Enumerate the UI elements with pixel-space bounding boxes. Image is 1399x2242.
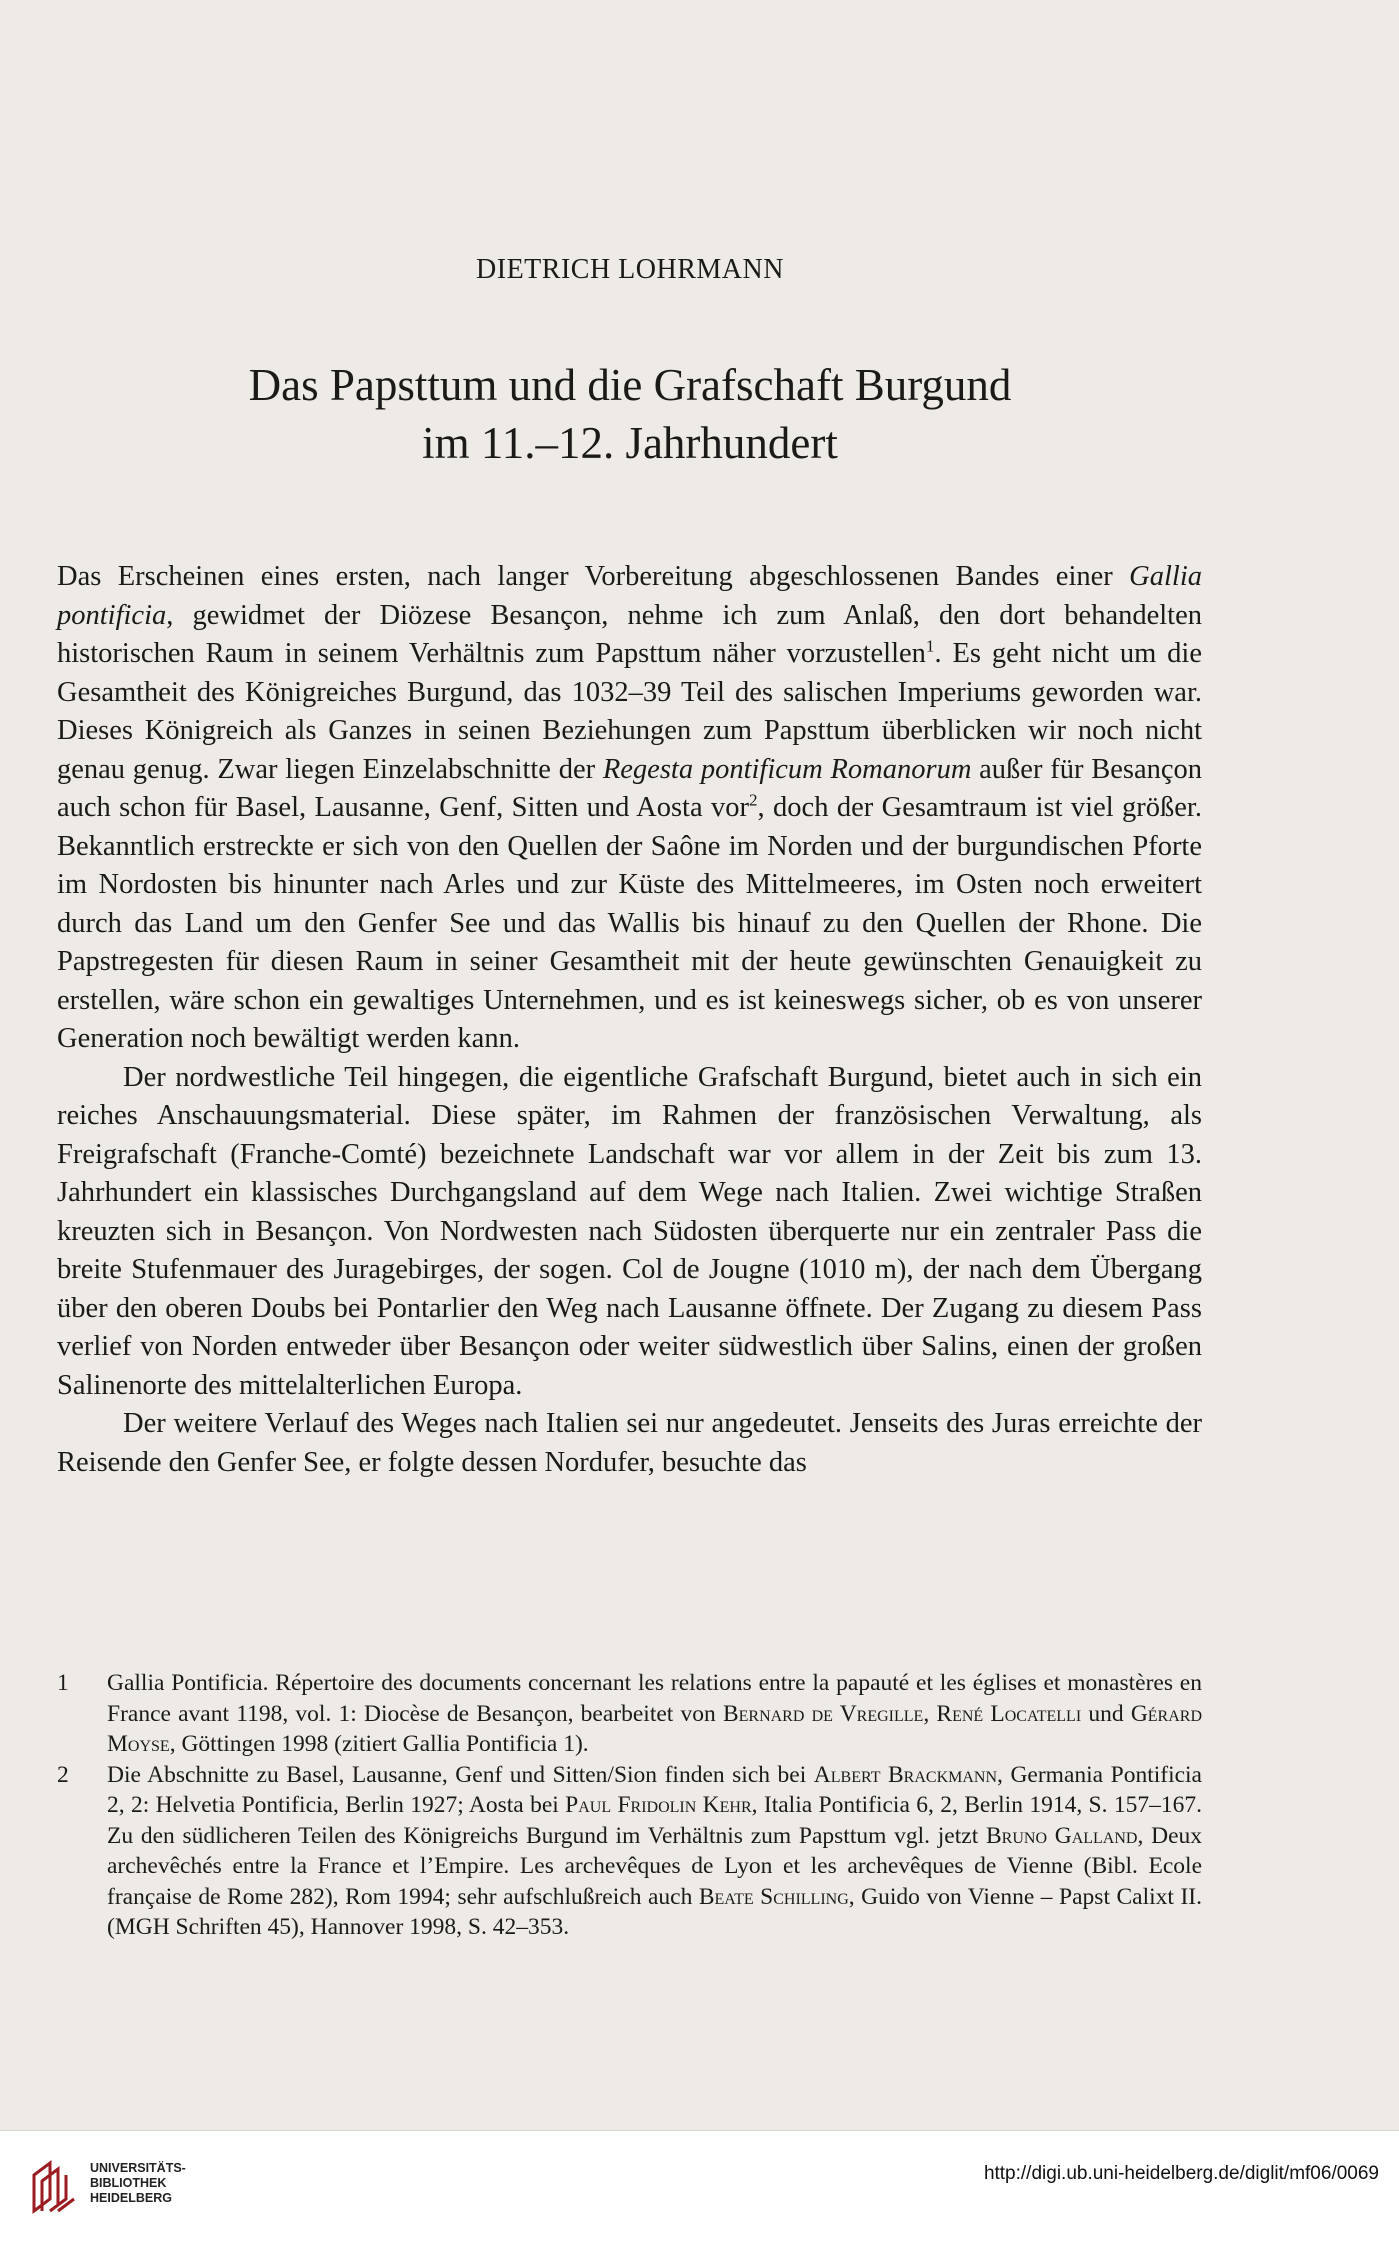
text-run: , Germania Pontificia 2, 2: Helvetia Pontificia, Berlin 1927; Aosta bei — [107, 1761, 1202, 1818]
title-line-2: im 11.–12. Jahrhundert — [422, 418, 838, 468]
body-text — [57, 558, 1202, 1482]
text-run: , — [923, 1700, 937, 1727]
text-run: , Italia Pontificia 6, 2, Berlin 1914, S. 157–167. Zu den südlicheren Teilen des Königreichs Burgund im Verhältnis zum Papsttum vgl. jetzt — [107, 1792, 1202, 1849]
author-smallcaps: Beate Schilling — [698, 1883, 849, 1910]
footnote-ref-1[interactable]: 1 — [925, 636, 935, 656]
page-title — [0, 356, 1260, 472]
text-run: , Göttingen 1998 (zitiert Gallia Pontificia 1). — [169, 1731, 589, 1757]
footnote-text — [107, 1668, 1202, 1760]
text-run: außer für Besançon auch schon für Basel, Lausanne, Genf, Sitten und Aosta vor — [57, 753, 1202, 823]
text-run: , doch der Gesamtraum ist viel größer. Bekanntlich erstreckte er sich von den Quellen der Saône im Norden und der burgundischen Pforte im Nordosten bis hinunter nach Arles und zur Küste des Mittelmeeres, im Osten noch erweitert durch das Land um den Genfer See und das Wallis bis hinauf zu den Quellen der Rhone. Die Papstregesten für diesen Raum in seiner Gesamtheit mit der heute gewünschten Genauigkeit zu erstellen, wäre schon ein gewaltiges Unternehmen, und es ist keineswegs sicher, ob es von unserer Generation noch bewältigt werden kann. — [57, 792, 1202, 1054]
footnote-number: 1 — [57, 1670, 69, 1696]
logo-line: HEIDELBERG — [90, 2191, 172, 2205]
text-run: , Guido von Vienne – Papst Calixt II. (MGH Schriften 45), Hannover 1998, S. 42–353. — [107, 1883, 1202, 1940]
text-run: Gallia Pontificia. Répertoire des documents concernant les relations entre la papauté et les églises et monastères en France avant 1198, vol. 1: Diocèse de Besançon, bearbeitet von — [107, 1670, 1202, 1727]
logo-line: BIBLIOTHEK — [90, 2176, 167, 2190]
author-smallcaps: René Locatelli — [936, 1700, 1082, 1727]
footnote-number: 2 — [57, 1761, 69, 1788]
footer-bar — [0, 2130, 1399, 2242]
italic-title: Gallia pontificia — [57, 561, 1202, 631]
footnote-ref-2[interactable]: 2 — [749, 790, 758, 810]
author-smallcaps: Bernard de Vregille — [722, 1700, 924, 1727]
permalink-url[interactable]: http://digi.ub.uni-heidelberg.de/diglit/mf06/0069 — [983, 2163, 1379, 2184]
footnote-text — [107, 1760, 1202, 1943]
library-logo-text — [90, 2161, 230, 2206]
text-run: , gewidmet der Diözese Besançon, nehme ich zum Anlaß, den dort behandelten historischen Raum in seinem Verhältnis zum Papsttum näher vorzustellen — [57, 599, 1202, 669]
author-smallcaps: Paul Fridolin Kehr — [565, 1792, 752, 1818]
footnotes — [57, 1668, 1202, 1943]
logo-line: UNIVERSITÄTS- — [90, 2161, 186, 2175]
library-logo-icon — [28, 2157, 78, 2217]
author-smallcaps: Albert Brackmann — [813, 1761, 998, 1788]
text-run: , Deux archevêchés entre la France et l’Empire. Les archevêques de Lyon et les archevêques de Vienne (Bibl. Ecole française de Rome 282), Rom 1994; sehr aufschlußreich auch — [107, 1822, 1203, 1910]
author-name: DIETRICH LOHRMANN — [476, 254, 784, 285]
text-run: Das Erscheinen eines ersten, nach langer Vorbereitung abgeschlossenen Bandes einer — [57, 561, 1130, 592]
paragraph-2: Der nordwestliche Teil hingegen, die eigentliche Grafschaft Burgund, bietet auch in sich ein reiches Anschauungsmaterial. Diese später, im Rahmen der französischen Verwaltung, als Freigrafschaft (Franche-Comté) bezeichnete Landschaft war vor allem in der Zeit bis zum 13. Jahrhundert ein klassisches Durchgangsland auf dem Wege nach Italien. Zwei wichtige Straßen kreuzten sich in Besançon. Von Nordwesten nach Südosten überquerte nur ein zentraler Pass die breite Stufenmauer des Juragebirges, der sogen. Col de Jougne (1010 m), der nach dem Übergang über den oberen Doubs bei Pontarlier den Weg nach Lausanne öffnete. Der Zugang zu diesem Pass verlief von Norden entweder über Besançon oder weiter südwestlich über Salins, einen der großen Salinenorte des mittelalterlichen Europa. — [57, 1061, 1202, 1401]
footnote-2 — [57, 1760, 1202, 1943]
paragraph-3: Der weitere Verlauf des Weges nach Italien sei nur angedeutet. Jenseits des Juras erreichte der Reisende den Genfer See, er folgte dessen Nordufer, besuchte das — [57, 1408, 1202, 1478]
text-run: Die Abschnitte zu Basel, Lausanne, Genf und Sitten/Sion finden sich bei — [107, 1761, 814, 1788]
footnote-1 — [57, 1668, 1202, 1760]
text-run: . Es geht nicht um die Gesamtheit des Königreiches Burgund, das 1032–39 Teil des salischen Imperiums geworden war. Dieses Königreich als Ganzes in seinen Beziehungen zum Papsttum überblicken wir noch nicht genau genug. Zwar liegen Einzelabschnitte der — [57, 638, 1203, 785]
library-logo[interactable] — [28, 2151, 228, 2221]
paragraph-1 — [57, 558, 1202, 1059]
text-run: und — [1081, 1700, 1131, 1727]
title-line-1: Das Papsttum und die Grafschaft Burgund — [248, 360, 1012, 410]
italic-title: Regesta pontificum Romanorum — [602, 753, 972, 785]
author-smallcaps: Bruno Galland — [985, 1822, 1138, 1849]
author-smallcaps: Gérard Moyse — [107, 1700, 1203, 1757]
